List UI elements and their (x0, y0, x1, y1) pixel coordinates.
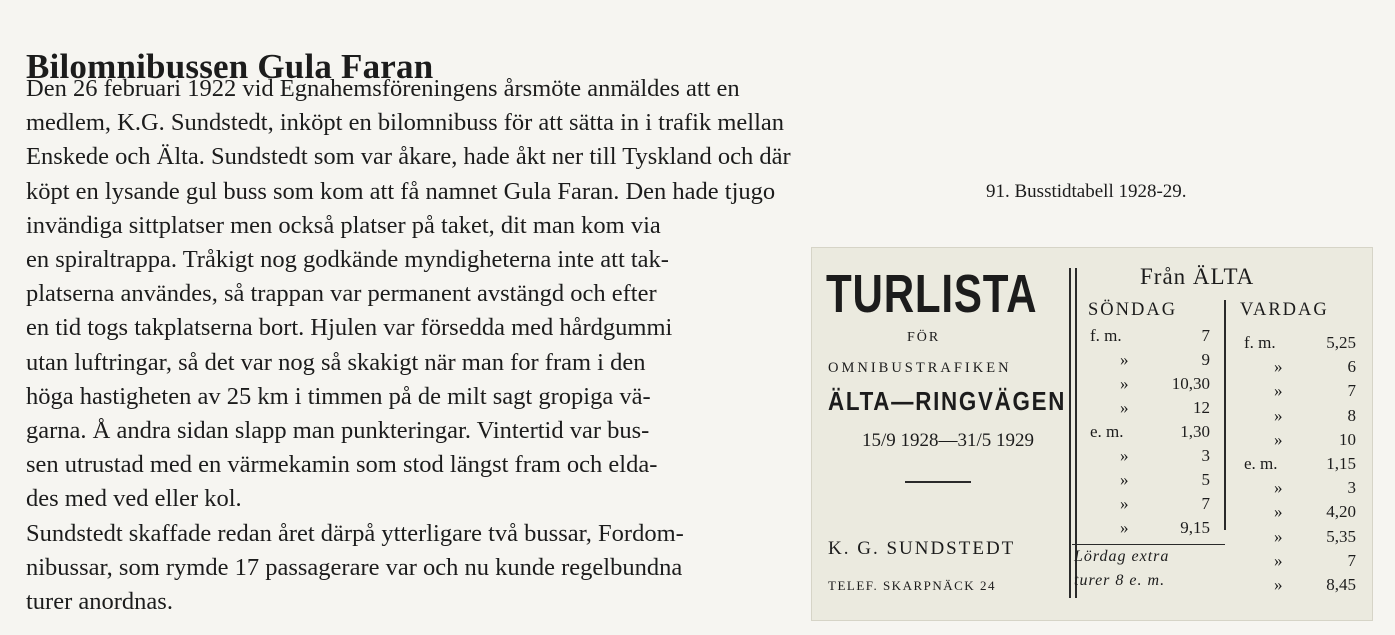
body-line: medlem, K.G. Sundstedt, inköpt en bilomnibuss för att sätta in i trafik mellan (26, 109, 785, 137)
timetable-route: ÄLTA—RINGVÄGEN (828, 386, 1067, 416)
saturday-rule (1072, 544, 1225, 545)
sunday-period: » (1120, 350, 1129, 369)
sunday-time: 7 (1201, 494, 1210, 513)
sunday-row (1090, 350, 1210, 374)
body-line: Den 26 februari 1922 vid Egnahemsföreningens årsmöte anmäldes att en (26, 75, 740, 102)
sunday-row (1090, 494, 1210, 518)
body-line: des med ved eller kol. (26, 485, 242, 513)
body-line: en spiraltrappa. Tråkigt nog godkände myndigheterna inte att tak- (26, 246, 669, 274)
weekday-time: 1,15 (1326, 454, 1356, 473)
body-line: en tid togs takplatserna bort. Hjulen var försedda med hårdgummi (26, 314, 673, 342)
sunday-period: » (1120, 470, 1129, 489)
weekday-time: 10 (1339, 429, 1356, 449)
body-line: garna. Å andra sidan slapp man punkteringar. Vintertid var bus- (26, 417, 650, 445)
weekday-time: 8,45 (1326, 575, 1356, 594)
weekday-period: » (1274, 575, 1283, 594)
weekday-row (1244, 430, 1356, 454)
sunday-period: f. m. (1090, 326, 1122, 345)
weekday-row (1244, 357, 1356, 381)
timetable-phone: TELEF. SKARPNÄCK 24 (828, 578, 996, 593)
sunday-row (1090, 446, 1210, 470)
sunday-period: e. m. (1090, 422, 1124, 441)
weekday-row (1244, 527, 1356, 551)
saturday-extra-line1: Lördag extra (1074, 548, 1170, 565)
sunday-row (1090, 374, 1210, 398)
saturday-extra-line2: turer 8 e. m. (1074, 572, 1166, 589)
weekday-row (1244, 454, 1356, 478)
weekday-period: » (1274, 429, 1283, 449)
sunday-heading: SÖNDAG (1088, 300, 1178, 320)
weekday-row (1244, 551, 1356, 575)
sunday-period: » (1120, 518, 1129, 537)
weekday-time: 8 (1347, 405, 1356, 425)
body-line: Sundstedt skaffade redan året därpå ytterligare två bussar, Fordom- (26, 519, 684, 547)
weekday-period: » (1274, 405, 1283, 425)
sunday-period: » (1120, 446, 1129, 465)
body-line: höga hastigheten av 25 km i timmen på de milt sagt gropiga vä- (26, 382, 651, 410)
sunday-period: » (1120, 374, 1129, 393)
sunday-time: 3 (1201, 446, 1210, 465)
body-line: Enskede och Älta. Sundstedt som var åkare, hade åkt ner till Tyskland och där (26, 143, 791, 171)
sunday-period: » (1120, 398, 1129, 417)
weekday-time: 5,25 (1326, 333, 1356, 352)
sunday-time: 5 (1201, 470, 1210, 489)
weekday-period: » (1274, 526, 1283, 546)
body-line: sen utrustad med en värmekamin som stod längst fram och elda- (26, 451, 658, 479)
sunday-period: » (1120, 494, 1129, 513)
sunday-time: 7 (1201, 326, 1210, 345)
figure-caption: 91. Busstidtabell 1928-29. (986, 181, 1187, 202)
weekday-row (1244, 502, 1356, 526)
weekday-time: 5,35 (1326, 526, 1356, 546)
weekday-time: 6 (1347, 357, 1356, 377)
weekday-period: » (1274, 478, 1283, 498)
body-line: platserna användes, så trappan var permanent avstängd och efter (26, 280, 657, 308)
article-heading: Bilomnibussen Gula Faran (26, 47, 434, 87)
sunday-time: 1,30 (1180, 422, 1210, 441)
weekday-heading: VARDAG (1240, 300, 1329, 320)
weekday-row (1244, 381, 1356, 405)
weekday-time: 3 (1347, 478, 1356, 498)
timetable-service: OMNIBUSTRAFIKEN (828, 360, 1012, 376)
body-line: turer anordnas. (26, 588, 173, 616)
timetable-divider-left (1069, 268, 1071, 598)
weekday-row (1244, 406, 1356, 430)
weekday-row (1244, 333, 1356, 357)
weekday-period: e. m. (1244, 454, 1278, 473)
timetable-owner: K. G. SUNDSTEDT (828, 538, 1016, 559)
sunday-time: 10,30 (1171, 374, 1210, 393)
weekday-period: » (1274, 502, 1283, 522)
timetable-divider (905, 481, 971, 483)
body-line: köpt en lysande gul buss som kom att få namnet Gula Faran. Den hade tjugo (26, 177, 776, 205)
body-line: utan luftringar, så det var nog så skakigt när man for fram i den (26, 348, 646, 376)
weekday-row (1244, 575, 1356, 599)
sunday-row (1090, 422, 1210, 446)
weekday-time: 7 (1347, 381, 1356, 401)
sunday-row (1090, 470, 1210, 494)
weekday-time: 4,20 (1326, 502, 1356, 522)
article-body (26, 72, 826, 619)
sunday-time: 12 (1193, 398, 1210, 417)
weekday-period: » (1274, 550, 1283, 570)
timetable-title: TURLISTA (826, 264, 1038, 324)
weekday-period: » (1274, 381, 1283, 401)
sunday-time: 9 (1201, 350, 1210, 369)
weekday-time: 7 (1347, 550, 1356, 570)
weekday-period: » (1274, 357, 1283, 377)
timetable-divider-middle (1224, 300, 1226, 530)
body-line: nibussar, som rymde 17 passagerare var och nu kunde regelbundna (26, 553, 683, 581)
weekday-row (1244, 478, 1356, 502)
timetable-dates: 15/9 1928—31/5 1929 (862, 430, 1035, 451)
weekday-period: f. m. (1244, 333, 1276, 352)
sunday-time: 9,15 (1180, 518, 1210, 537)
sunday-row (1090, 518, 1210, 542)
sunday-row (1090, 326, 1210, 350)
body-line: invändiga sittplatser men också platser på taket, dit man kom via (26, 211, 661, 239)
sunday-row (1090, 398, 1210, 422)
timetable-clipping (812, 248, 1372, 620)
timetable-for: FÖR (907, 330, 941, 345)
timetable-from: Från ÄLTA (1140, 264, 1255, 289)
